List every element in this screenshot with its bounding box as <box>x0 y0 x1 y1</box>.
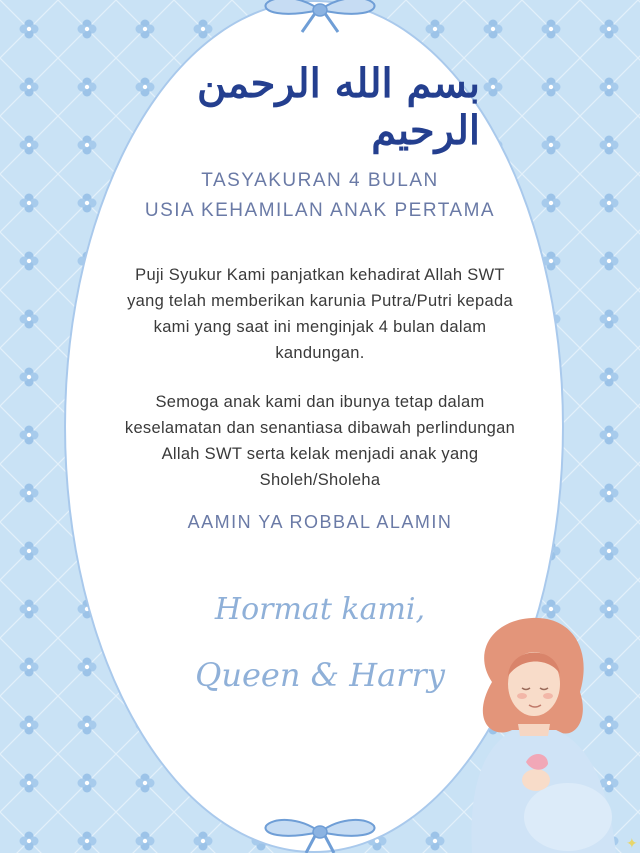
paragraph-line: kami yang saat ini menginjak 4 bulan dalam <box>153 318 487 336</box>
paragraph-line: Puji Syukur Kami panjatkan kehadirat Allah SWT <box>135 266 505 284</box>
paragraph-line: yang telah memberikan karunia Putra/Putri kepada <box>127 292 513 310</box>
title-line-1: TASYAKURAN 4 BULAN <box>201 170 439 191</box>
paragraph-line: Allah SWT serta kelak menjadi anak yang <box>161 445 479 463</box>
paragraph-line: kandungan. <box>275 344 365 362</box>
paragraph-line: Sholeh/Sholeha <box>259 471 381 489</box>
top-ribbon-bow-icon <box>258 0 382 34</box>
prayer-paragraph <box>84 389 556 493</box>
basmala-calligraphy: بسم الله الرحمن الرحيم <box>197 60 480 154</box>
paragraph-line: Semoga anak kami dan ibunya tetap dalam <box>155 393 485 411</box>
pregnant-woman-illustration <box>452 612 640 853</box>
paragraph-line: keselamatan dan senantiasa dibawah perlindungan <box>124 419 516 437</box>
bottom-ribbon-bow-icon <box>258 808 382 853</box>
gratitude-paragraph <box>84 262 556 366</box>
sparkle-icon: ✦ <box>626 836 638 852</box>
signature-names: Queen & Harry <box>195 656 445 694</box>
signature-greeting: Hormat kami, <box>214 592 426 627</box>
title-line-2: USIA KEHAMILAN ANAK PERTAMA <box>144 200 496 221</box>
closing-prayer: AAMIN YA ROBBAL ALAMIN <box>187 512 453 532</box>
